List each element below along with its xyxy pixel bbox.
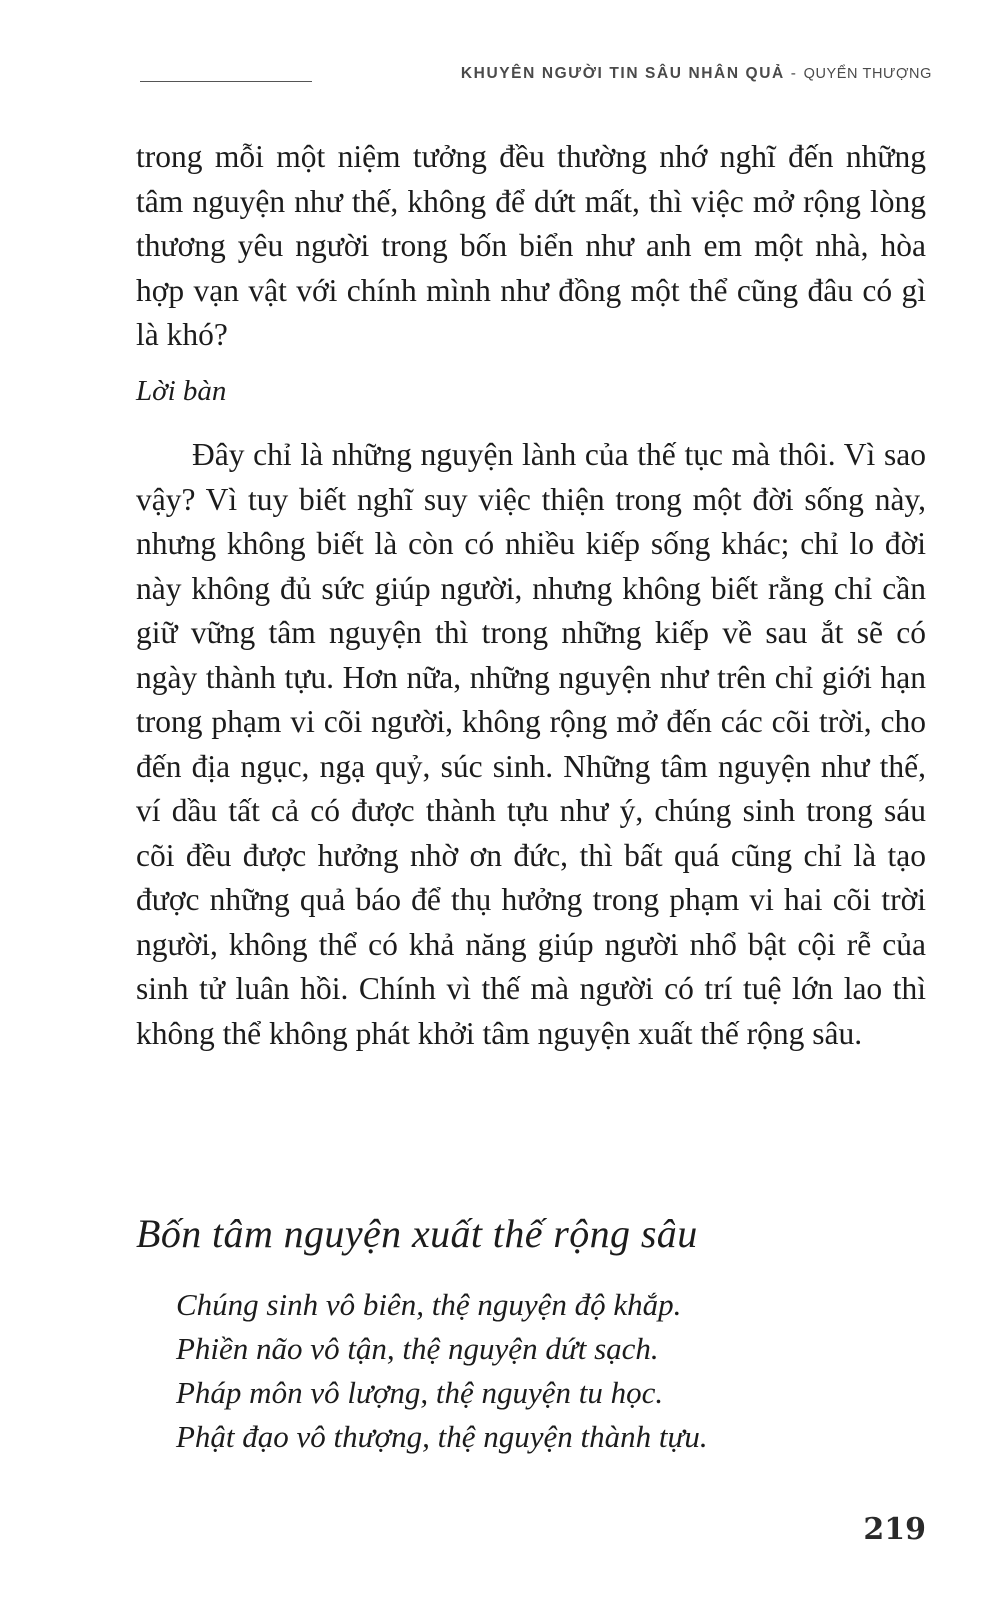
header-text	[338, 65, 932, 83]
section-title: Bốn tâm nguyện xuất thế rộng sâu	[136, 1211, 698, 1256]
running-header	[140, 62, 932, 86]
header-book-title: KHUYÊN NGƯỜI TIN SÂU NHÂN QUẢ	[460, 65, 785, 82]
verse-list	[176, 1283, 708, 1459]
verse-line: Phiền não vô tận, thệ nguyện dứt sạch.	[176, 1331, 659, 1366]
verse-line: Pháp môn vô lượng, thệ nguyện tu học.	[176, 1375, 664, 1410]
header-rule	[140, 81, 312, 82]
page-number: 219	[863, 1512, 926, 1547]
verse-line: Chúng sinh vô biên, thệ nguyện độ khắp.	[176, 1287, 682, 1322]
header-volume: QUYỂN THƯỢNG	[803, 66, 932, 82]
verse-line: Phật đạo vô thượng, thệ nguyện thành tựu.	[176, 1419, 708, 1454]
header-separator: -	[790, 65, 798, 82]
commentary-label: Lời bàn	[136, 375, 227, 407]
paragraph-commentary: Đây chỉ là những nguyện lành của thế tục mà thôi. Vì sao vậy? Vì tuy biết nghĩ suy việc thiện trong một đời sống này, nhưng không biết là còn có nhiều kiếp sống khác; chỉ lo đời này không đủ sức giúp người, nhưng không biết rằng chỉ cần giữ vững tâm nguyện thì trong những kiếp về sau ắt sẽ có ngày thành tựu. Hơn nữa, những nguyện như trên chỉ giới hạn trong phạm vi cõi người, không rộng mở đến các cõi trời, cho đến địa ngục, ngạ quỷ, súc sinh. Những tâm nguyện như thế, ví dầu tất cả có được thành tựu như ý, chúng sinh trong sáu cõi đều được hưởng nhờ ơn đức, thì bất quá cũng chỉ là tạo được những quả báo để thụ hưởng trong phạm vi hai cõi trời người, không thể có khả năng giúp người nhổ bật cội rễ của sinh tử luân hồi. Chính vì thế mà người có trí tuệ lớn lao thì không thể không phát khởi tâm nguyện xuất thế rộng sâu.	[136, 437, 926, 1051]
paragraph-continuation: trong mỗi một niệm tưởng đều thường nhớ nghĩ đến những tâm nguyện như thế, không để dứt mất, thì việc mở rộng lòng thương yêu người trong bốn biển như anh em một nhà, hòa hợp vạn vật với chính mình như đồng một thể cũng đâu có gì là khó?	[136, 139, 926, 352]
